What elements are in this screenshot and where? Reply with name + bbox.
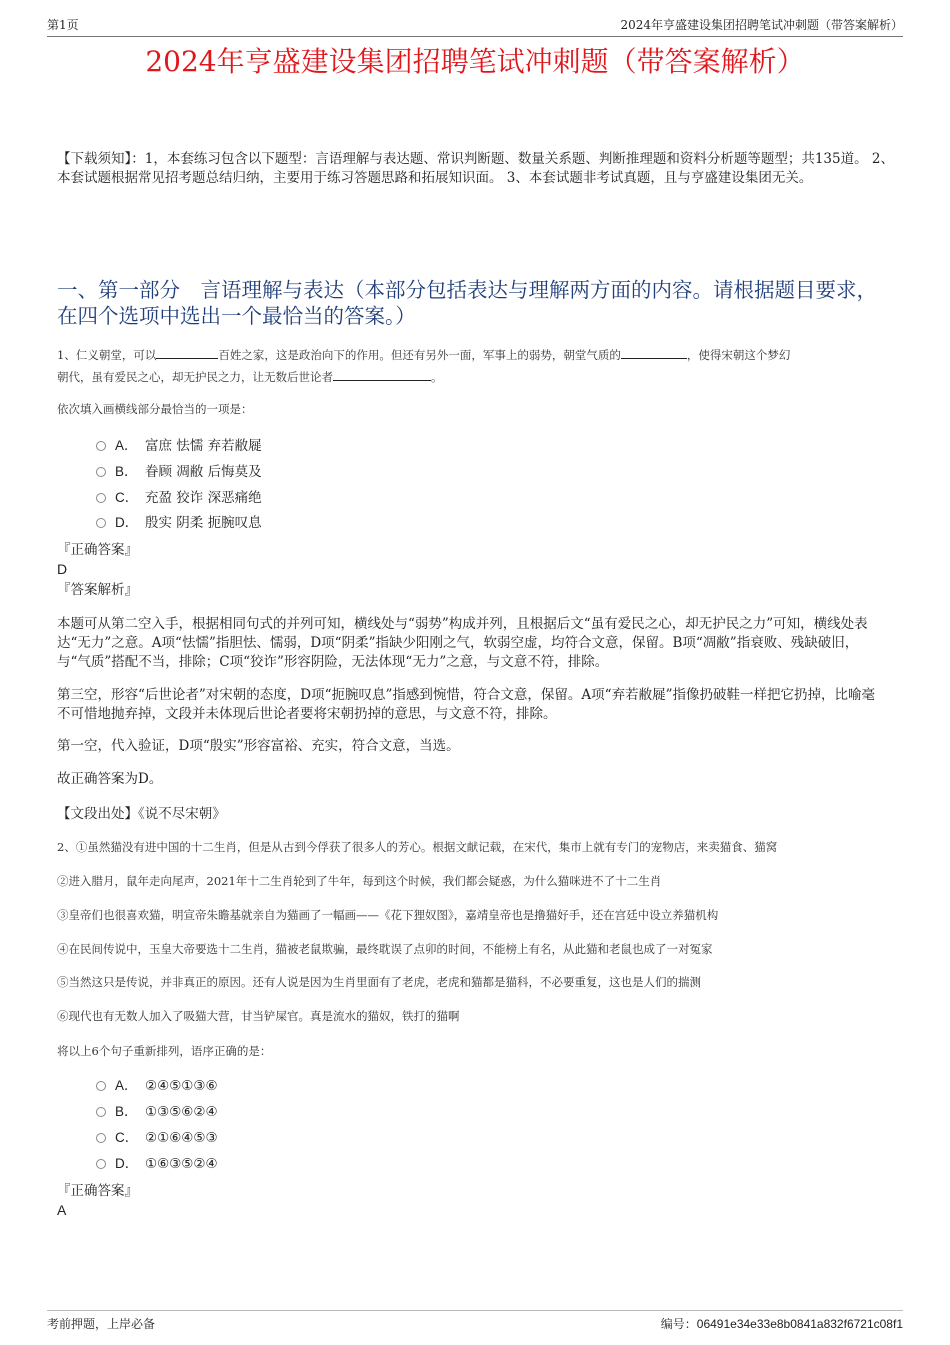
q1-source: 【文段出处】《说不尽宋朝》 [57,806,226,822]
q1-answer: D [57,561,68,577]
option-text: 殷实 阴柔 扼腕叹息 [145,515,262,531]
q1-answer-label: 『正确答案』 [57,542,138,558]
option-text: ②①⑥④⑤③ [145,1130,218,1146]
option-letter: B． [115,464,138,479]
q2-option-b[interactable] [96,1103,218,1121]
radio-icon[interactable] [96,441,106,451]
option-text: 充盈 狡诈 深恶痛绝 [145,490,262,506]
q2-option-c[interactable] [96,1129,218,1147]
option-letter: D． [115,1156,139,1171]
question-2-sentence: 2、①虽然猫没有进中国的十二生肖，但是从古到今俘获了很多人的芳心。根据文献记载，在宋代，集市上就有专门的宠物店，来卖猫食、猫窝 [57,840,778,854]
question-1-instruction: 依次填入画横线部分最恰当的一项是： [57,402,253,416]
q1-option-c[interactable] [96,489,262,507]
q1-text-part: ，使得宋朝这个梦幻 [686,348,791,362]
header-doc-title: 2024年亨盛建设集团招聘笔试冲刺题（带答案解析） [620,18,903,32]
question-1-stem [57,344,900,388]
option-text: 眷顾 凋敝 后悔莫及 [145,464,262,480]
q2-option-d[interactable] [96,1155,218,1173]
option-letter: A． [115,438,138,453]
radio-icon[interactable] [96,467,106,477]
footer-code-value: 06491e34e33e8b0841a832f6721c08f1 [696,1317,903,1331]
blank-line [621,346,687,359]
q1-analysis-paragraph: 第一空，代入验证，D项“殷实”形容富裕、充实，符合文意，当选。 [57,738,460,754]
q2-answer-label: 『正确答案』 [57,1183,138,1199]
option-text: ②④⑤①③⑥ [145,1078,218,1094]
option-letter: A． [115,1078,138,1093]
option-letter: C． [115,1130,139,1145]
radio-icon[interactable] [96,1081,106,1091]
question-2-sentence: ⑤当然这只是传说，并非真正的原因。还有人说是因为生肖里面有了老虎，老虎和猫都是猫科，不必要重复，这也是人们的揣测 [57,975,701,989]
radio-icon[interactable] [96,518,106,528]
blank-line [156,346,218,359]
option-letter: C． [115,490,139,505]
page-title: 2024年亨盛建设集团招聘笔试冲刺题（带答案解析） [145,45,805,78]
option-text: ①③⑤⑥②④ [145,1104,218,1120]
radio-icon[interactable] [96,1107,106,1117]
radio-icon[interactable] [96,1159,106,1169]
blank-line [333,368,431,381]
q1-text-part: 1、仁义朝堂，可以 [57,348,157,362]
section-heading: 一、第一部分 言语理解与表达（本部分包括表达与理解两方面的内容。请根据题目要求，在四个选项中选出一个最恰当的答案。） [57,278,877,328]
q1-analysis-paragraph: 故正确答案为D。 [57,771,163,787]
question-2-sentence: ③皇帝们也很喜欢猫，明宣帝朱瞻基就亲自为猫画了一幅画——《花下狸奴图》，嘉靖皇帝也是撸猫好手，还在宫廷中设立养猫机构 [57,908,719,922]
radio-icon[interactable] [96,1133,106,1143]
option-letter: D． [115,515,139,530]
q1-option-a[interactable] [96,437,262,455]
question-2-sentence: ④在民间传说中，玉皇大帝要选十二生肖，猫被老鼠欺骗，最终耽误了点卯的时间，不能榜上有名，从此猫和老鼠也成了一对冤家 [57,942,713,956]
footer-code [661,1315,903,1332]
q1-option-b[interactable] [96,463,262,481]
option-text: ①⑥③⑤②④ [145,1156,218,1172]
question-2-instruction: 将以上6个句子重新排列，语序正确的是： [57,1044,272,1058]
question-2-sentence: ②进入腊月，鼠年走向尾声，2021年十二生肖轮到了牛年，每到这个时候，我们都会疑惑，为什么猫咪进不了十二生肖 [57,874,662,888]
option-text: 富庶 怯懦 弃若敝屣 [145,438,262,454]
question-2-sentence: ⑥现代也有无数人加入了吸猫大营，甘当铲屎官。真是流水的猫奴，铁打的猫啊 [57,1009,460,1023]
q1-option-d[interactable] [96,514,262,532]
radio-icon[interactable] [96,493,106,503]
page-footer [47,1310,903,1333]
q2-option-a[interactable] [96,1077,218,1095]
q1-analysis-label: 『答案解析』 [57,582,138,598]
q1-text-part: 百姓之家，这是政治向下的作用。但还有另外一面，军事上的弱势，朝堂气质的 [218,348,621,362]
q1-text-part: 。 [431,370,443,384]
q2-answer: A [57,1202,67,1218]
q1-analysis-paragraph: 第三空，形容“后世论者”对宋朝的态度，D项“扼腕叹息”指感到惋惜，符合文意，保留。A项“弃若敝屣”指像扔破鞋一样把它扔掉，比喻毫不可惜地抛弃掉，文段并未体现后世论者要将宋朝扔掉的意思，与文意不符，排除。 [57,687,875,722]
q1-text-part: 朝代，虽有爱民之心，却无护民之力，让无数后世论者 [57,370,333,384]
q1-analysis-paragraph: 本题可从第二空入手，根据相同句式的并列可知，横线处与“弱势”构成并列，且根据后文“虽有爱民之心，却无护民之力”可知，横线处表达“无力”之意。A项“怯懦”指胆怯、懦弱，D项“阴柔”指缺少阳刚之气，软弱空虚，均符合文意，保留。B项“凋敝”指衰败、残缺破旧，与“气质”搭配不当，排除；C项“狡诈”形容阴险，无法体现“无力”之意，与文意不符，排除。 [57,616,868,670]
page-number: 第1页 [47,18,79,32]
option-letter: B． [115,1104,138,1119]
download-notice: 【下载须知】：1，本套练习包含以下题型：言语理解与表达题、常识判断题、数量关系题、判断推理题和资料分析题等题型；共135道。 2、本套试题根据常见招考题总结归纳，主要用于练习答题思路和拓展知识面。 3、本套试题非考试真题，且与亨盛建设集团无关。 [57,151,894,186]
footer-code-label: 编号： [660,1317,697,1331]
footer-slogan: 考前押题，上岸必备 [47,1317,156,1331]
page-header [47,16,903,37]
